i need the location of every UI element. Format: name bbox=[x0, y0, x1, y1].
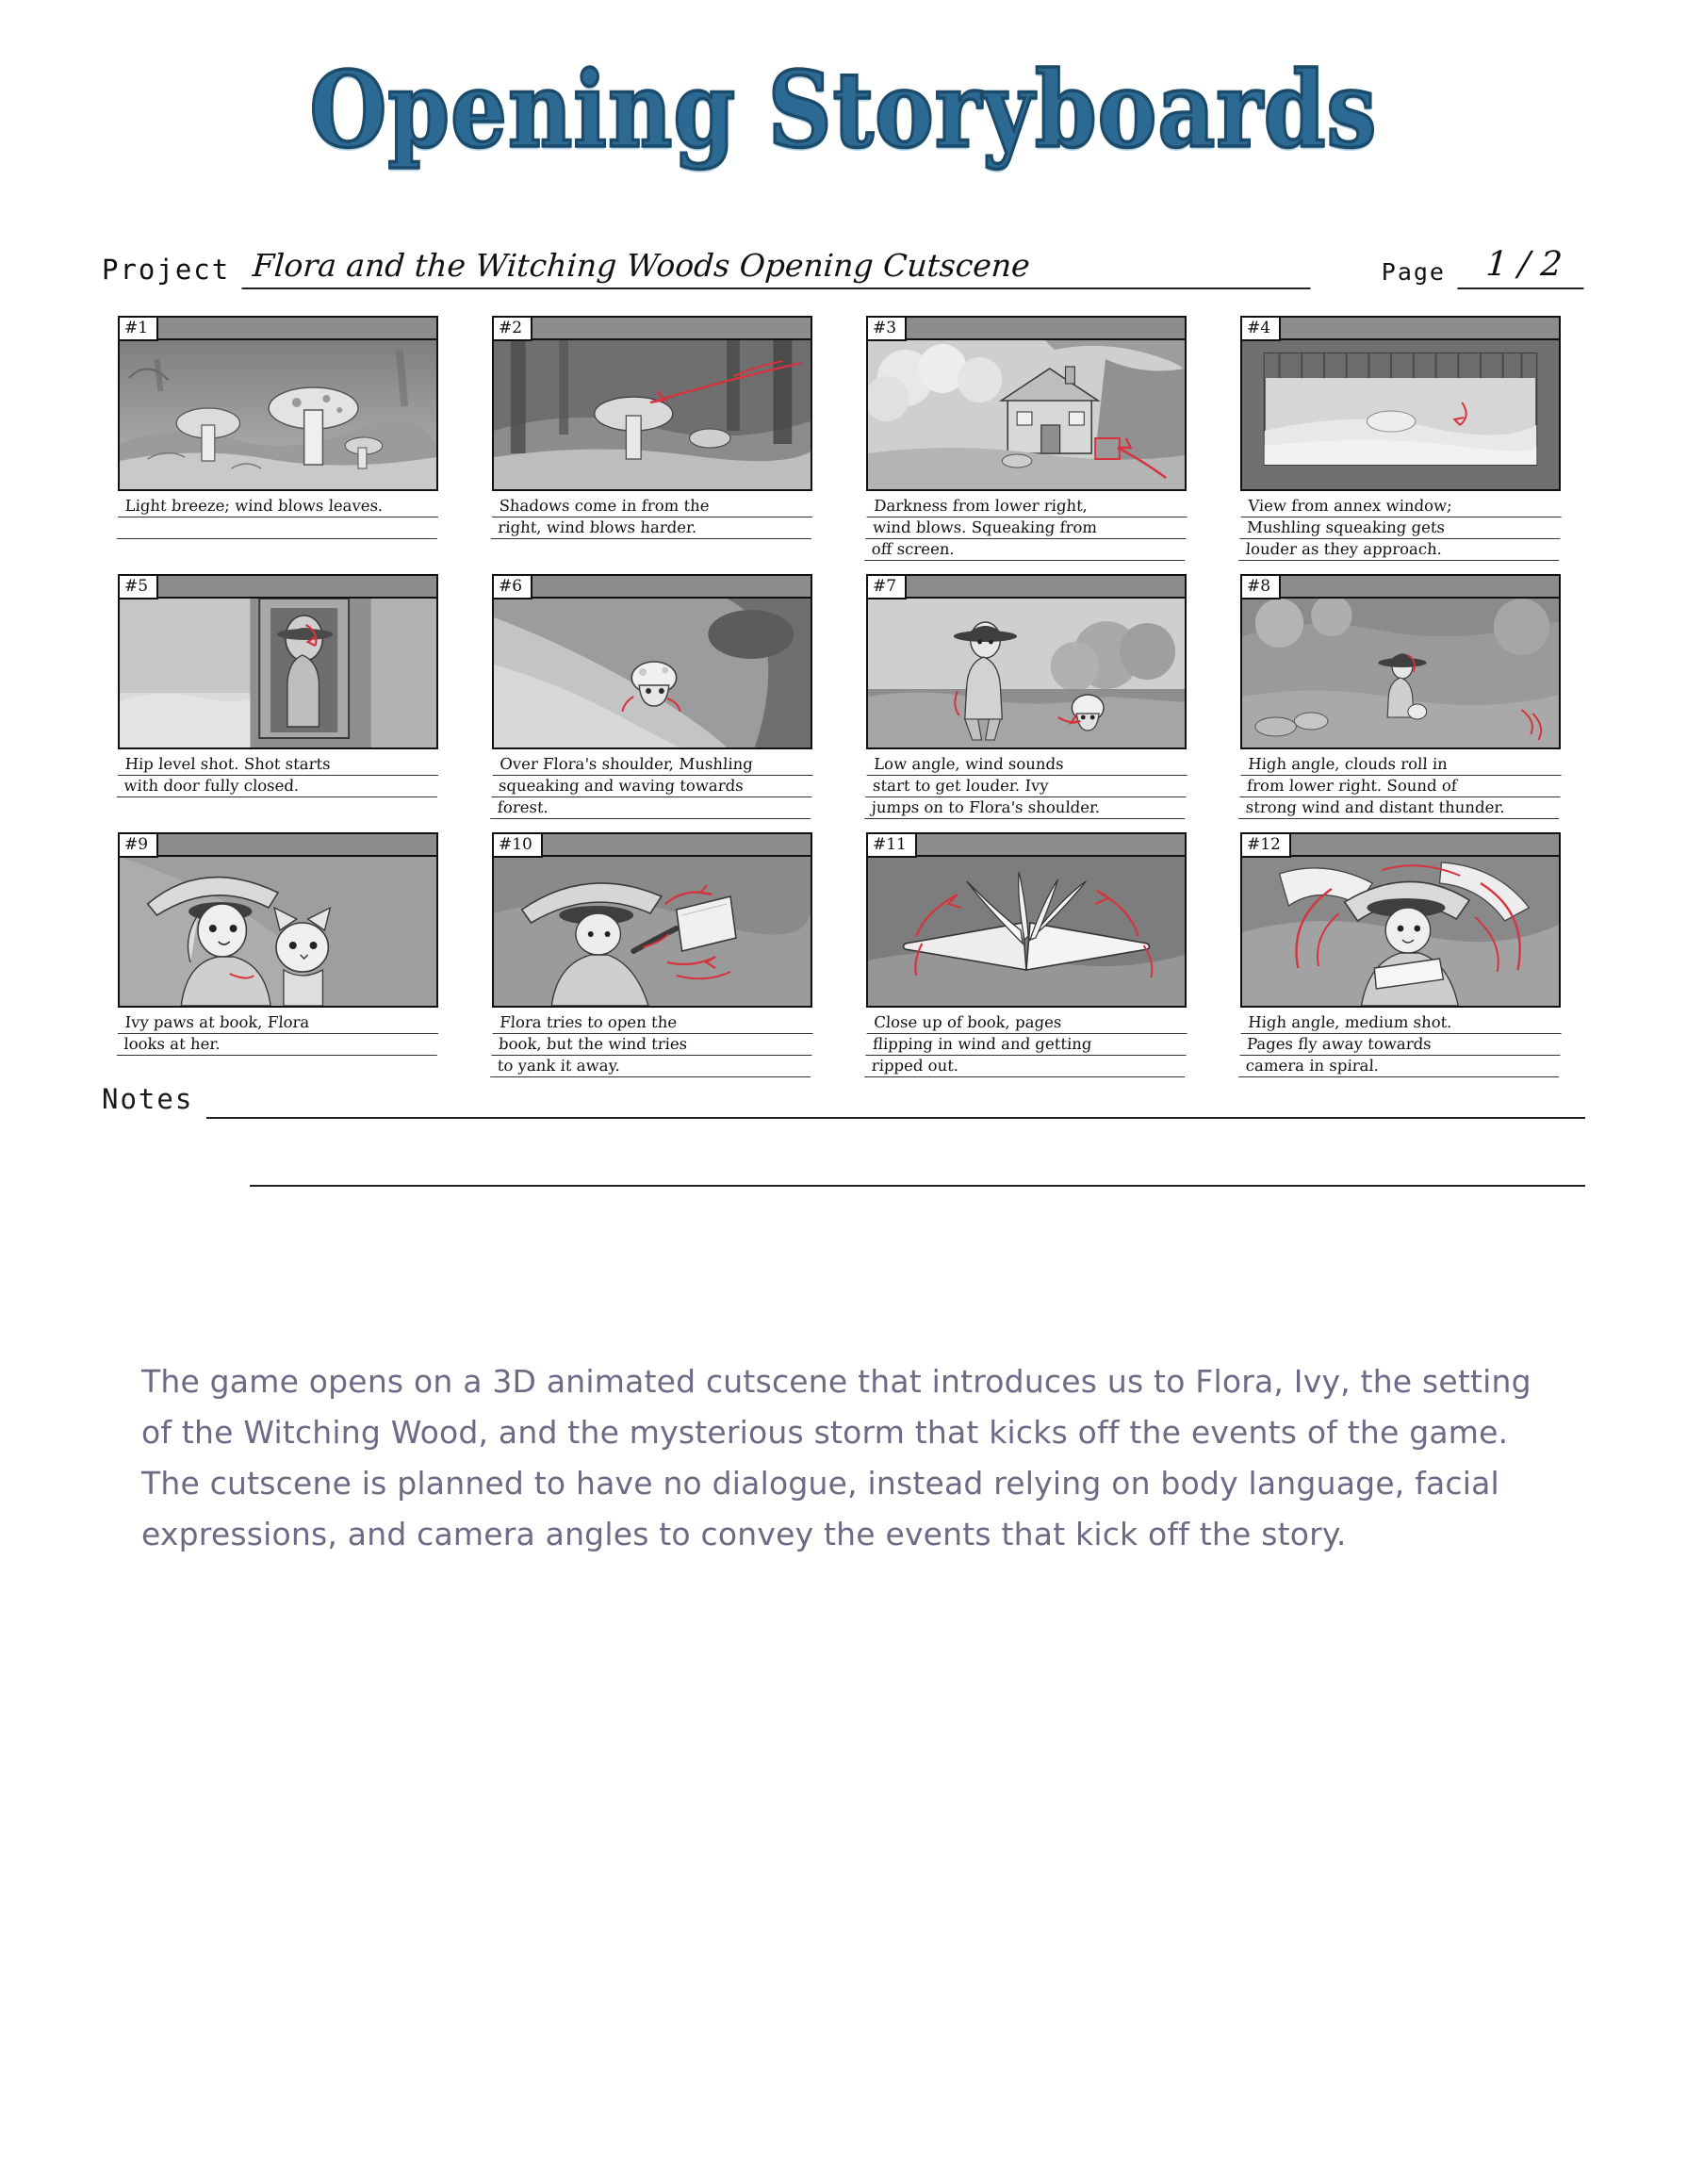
storyboard-frame[interactable] bbox=[118, 832, 438, 1008]
caption-line: book, but the wind tries bbox=[491, 1034, 812, 1056]
storyboard-frame[interactable] bbox=[492, 832, 812, 1008]
frame-caption bbox=[117, 496, 439, 539]
storyboard-frame[interactable] bbox=[492, 316, 812, 491]
storyboard-cell bbox=[492, 574, 812, 819]
frame-number: #8 bbox=[1242, 576, 1281, 599]
caption-line bbox=[117, 517, 438, 539]
storyboard-cell bbox=[492, 832, 812, 1077]
frame-caption bbox=[491, 496, 813, 539]
frame-number: #4 bbox=[1242, 318, 1281, 341]
project-meta-row bbox=[0, 245, 1687, 289]
caption-line: to yank it away. bbox=[490, 1056, 811, 1077]
caption-line: Light breeze; wind blows leaves. bbox=[118, 496, 439, 517]
frame-caption bbox=[490, 1012, 814, 1077]
caption-line: Ivy paws at book, Flora bbox=[118, 1012, 439, 1034]
storyboard-grid bbox=[118, 316, 1569, 1077]
storyboard-cell bbox=[118, 832, 438, 1077]
caption-line: right, wind blows harder. bbox=[491, 517, 812, 539]
storyboard-frame[interactable] bbox=[866, 574, 1187, 749]
page-title: Opening Storyboards bbox=[309, 49, 1378, 172]
caption-line: from lower right. Sound of bbox=[1239, 776, 1561, 797]
notes-input-line-1[interactable] bbox=[206, 1089, 1585, 1119]
caption-line: camera in spiral. bbox=[1238, 1056, 1560, 1077]
frame-number: #1 bbox=[120, 318, 158, 341]
frame-art-high-angle-pages-spiral bbox=[1242, 855, 1559, 1006]
project-label: Project bbox=[102, 254, 231, 286]
caption-line: Shadows come in from the bbox=[492, 496, 813, 517]
storyboard-frame[interactable] bbox=[492, 574, 812, 749]
storyboard-cell bbox=[866, 574, 1187, 819]
caption-line: looks at her. bbox=[117, 1034, 438, 1056]
storyboard-cell bbox=[1240, 316, 1561, 561]
frame-number: #3 bbox=[868, 318, 907, 341]
caption-line: start to get louder. Ivy bbox=[865, 776, 1187, 797]
frame-caption bbox=[1238, 496, 1563, 561]
project-value-field[interactable]: Flora and the Witching Woods Opening Cutscene bbox=[242, 247, 1314, 289]
caption-line: Flora tries to open the bbox=[493, 1012, 814, 1034]
frame-caption bbox=[490, 754, 814, 819]
frame-art-low-angle-flora-ivy bbox=[868, 597, 1185, 747]
storyboard-frame[interactable] bbox=[1240, 316, 1561, 491]
description-paragraph: The game opens on a 3D animated cutscene that introduces us to Flora, Ivy, the setting of the Witching Wood, and the mysterious storm that kicks off the events of the game. The cutscene is planned to have no dialogue, instead relying on body language, facial expressions, and camera angles to convey the events that kick off the story. bbox=[141, 1363, 1531, 1552]
frame-art-forest-shadows-arrow bbox=[494, 338, 811, 489]
frame-caption bbox=[1238, 754, 1563, 819]
notes-row bbox=[0, 1083, 1687, 1119]
caption-line: Over Flora's shoulder, Mushling bbox=[493, 754, 814, 776]
caption-line: High angle, clouds roll in bbox=[1241, 754, 1563, 776]
notes-label: Notes bbox=[102, 1083, 194, 1115]
frame-art-flora-opening-book bbox=[494, 855, 811, 1006]
frame-art-annex-window-view bbox=[1242, 338, 1559, 489]
frame-number: #7 bbox=[868, 576, 907, 599]
caption-line: Low angle, wind sounds bbox=[867, 754, 1188, 776]
caption-line: flipping in wind and getting bbox=[865, 1034, 1187, 1056]
storyboard-frame[interactable] bbox=[118, 316, 438, 491]
frame-art-flora-and-ivy-closeup bbox=[120, 855, 436, 1006]
caption-line: Darkness from lower right, bbox=[867, 496, 1188, 517]
caption-line: View from annex window; bbox=[1241, 496, 1563, 517]
storyboard-cell bbox=[118, 574, 438, 819]
frame-caption bbox=[864, 1012, 1188, 1077]
frame-number: #9 bbox=[120, 834, 158, 858]
caption-line: louder as they approach. bbox=[1238, 539, 1560, 561]
storyboard-frame[interactable] bbox=[1240, 832, 1561, 1008]
frame-number: #10 bbox=[494, 834, 543, 858]
caption-line: Mushling squeaking gets bbox=[1239, 517, 1561, 539]
frame-art-over-shoulder-mushling bbox=[494, 597, 811, 747]
frame-number: #5 bbox=[120, 576, 158, 599]
storyboard-frame[interactable] bbox=[866, 316, 1187, 491]
frame-art-cottage-exterior-clouds bbox=[868, 338, 1185, 489]
notes-input-line-2[interactable] bbox=[250, 1157, 1585, 1187]
page-header bbox=[0, 0, 1687, 172]
frame-number: #2 bbox=[494, 318, 532, 341]
frame-caption bbox=[1238, 1012, 1563, 1077]
storyboard-cell bbox=[1240, 832, 1561, 1077]
frame-caption bbox=[117, 1012, 439, 1056]
caption-line: with door fully closed. bbox=[117, 776, 438, 797]
frame-art-forest-floor-mushrooms bbox=[120, 338, 436, 489]
frame-caption bbox=[864, 754, 1188, 819]
frame-art-book-closeup-pages bbox=[868, 855, 1185, 1006]
frame-number: #6 bbox=[494, 576, 532, 599]
frame-art-high-angle-clouds bbox=[1242, 597, 1559, 747]
frame-number: #12 bbox=[1242, 834, 1291, 858]
storyboard-frame[interactable] bbox=[118, 574, 438, 749]
caption-line: Hip level shot. Shot starts bbox=[118, 754, 439, 776]
storyboard-cell bbox=[866, 832, 1187, 1077]
frame-caption bbox=[864, 496, 1188, 561]
frame-caption bbox=[117, 754, 439, 797]
caption-line: Close up of book, pages bbox=[867, 1012, 1188, 1034]
page-value-field[interactable]: 1 / 2 bbox=[1457, 245, 1586, 289]
caption-line: squeaking and waving towards bbox=[491, 776, 812, 797]
caption-line: wind blows. Squeaking from bbox=[865, 517, 1187, 539]
frame-number: #11 bbox=[868, 834, 917, 858]
caption-line: Pages fly away towards bbox=[1239, 1034, 1561, 1056]
caption-line: ripped out. bbox=[864, 1056, 1186, 1077]
storyboard-frame[interactable] bbox=[866, 832, 1187, 1008]
storyboard-cell bbox=[118, 316, 438, 561]
caption-line: off screen. bbox=[864, 539, 1186, 561]
caption-line: jumps on to Flora's shoulder. bbox=[864, 797, 1186, 819]
storyboard-cell bbox=[866, 316, 1187, 561]
page-label: Page bbox=[1381, 258, 1446, 286]
caption-line: High angle, medium shot. bbox=[1241, 1012, 1563, 1034]
caption-line: forest. bbox=[490, 797, 811, 819]
storyboard-cell bbox=[492, 316, 812, 561]
storyboard-frame[interactable] bbox=[1240, 574, 1561, 749]
caption-line: strong wind and distant thunder. bbox=[1238, 797, 1560, 819]
frame-art-hip-level-door-shot bbox=[120, 597, 436, 747]
storyboard-cell bbox=[1240, 574, 1561, 819]
